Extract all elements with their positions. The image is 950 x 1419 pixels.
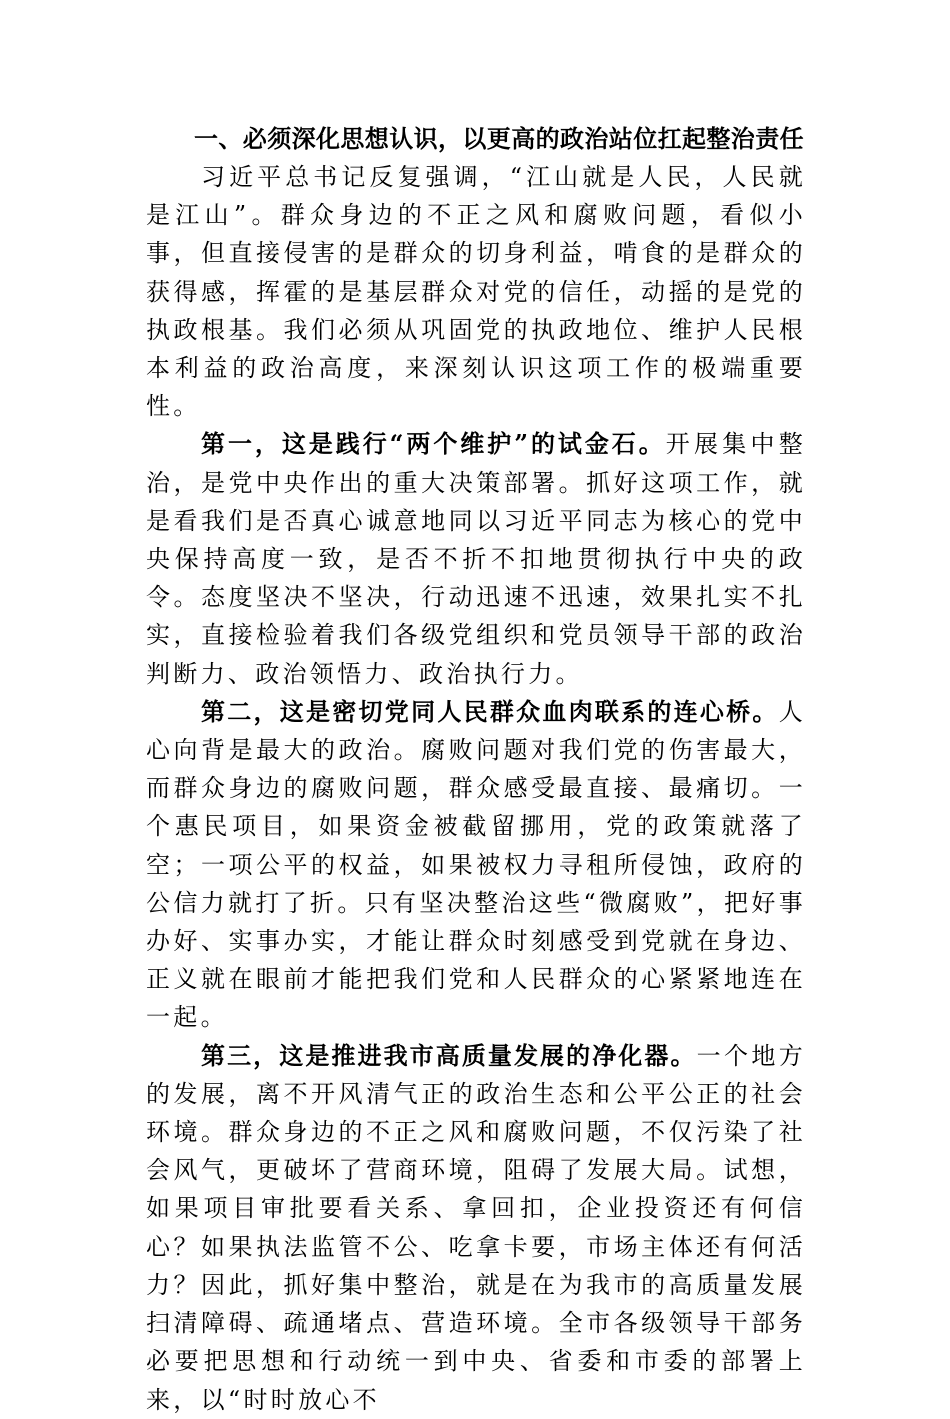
paragraph-lead: 第三，这是推进我市高质量发展的净化器。: [201, 1040, 697, 1070]
paragraph-text: 开展集中整治，是党中央作出的重大决策部署。抓好这项工作，就是看我们是否真心诚意地同以习近平同志为核心的党中央保持高度一致，是否不折不扣地贯彻执行中央的政令。态度坚决不坚决，行动迅速不迅速，效果扎实不扎实，直接检验着我们各级党组织和党员领导干部的政治判断力、政治领悟力、政治执行力。: [146, 430, 807, 688]
paragraph-intro: [146, 158, 806, 425]
paragraph-first-point: [146, 425, 806, 692]
section-heading: 一、必须深化思想认识，以更高的政治站位扛起整治责任: [194, 125, 804, 153]
paragraph-text: 人心向背是最大的政治。腐败问题对我们党的伤害最大，而群众身边的腐败问题，群众感受最直接、最痛切。一个惠民项目，如果资金被截留挪用，党的政策就落了空；一项公平的权益，如果被权力寻租所侵蚀，政府的公信力就打了折。只有坚决整治这些“微腐败”，把好事办好、实事办实，才能让群众时刻感受到党就在身边、正义就在眼前才能把我们党和人民群众的心紧紧地连在一起。: [146, 697, 806, 1032]
paragraph-lead: 第一，这是践行“两个维护”的试金石。: [201, 429, 666, 459]
paragraph-text: 一个地方的发展，离不开风清气正的政治生态和公平公正的社会环境。群众身边的不正之风和腐败问题，不仅污染了社会风气，更破坏了营商环境，阻碍了发展大局。试想，如果项目审批要看关系、拿回扣，企业投资还有何信心？如果执法监管不公、吃拿卡要，市场主体还有何活力？因此，抓好集中整治，就是在为我市的高质量发展扫清障碍、疏通堵点、营造环境。全市各级领导干部务必要把思想和行动统一到中央、省委和市委的部署上来，以“时时放心不: [146, 1041, 807, 1414]
paragraph-text: 习近平总书记反复强调，“江山就是人民，人民就是江山”。群众身边的不正之风和腐败问题，看似小事，但直接侵害的是群众的切身利益，啃食的是群众的获得感，挥霍的是基层群众对党的信任，动摇的是党的执政根基。我们必须从巩固党的执政地位、维护人民根本利益的政治高度，来深刻认识这项工作的极端重要性。: [146, 163, 806, 421]
paragraph-third-point: [146, 1037, 806, 1419]
document-page: [146, 120, 806, 1419]
paragraph-lead: 第二，这是密切党同人民群众血肉联系的连心桥。: [201, 696, 779, 726]
paragraph-second-point: [146, 693, 806, 1037]
